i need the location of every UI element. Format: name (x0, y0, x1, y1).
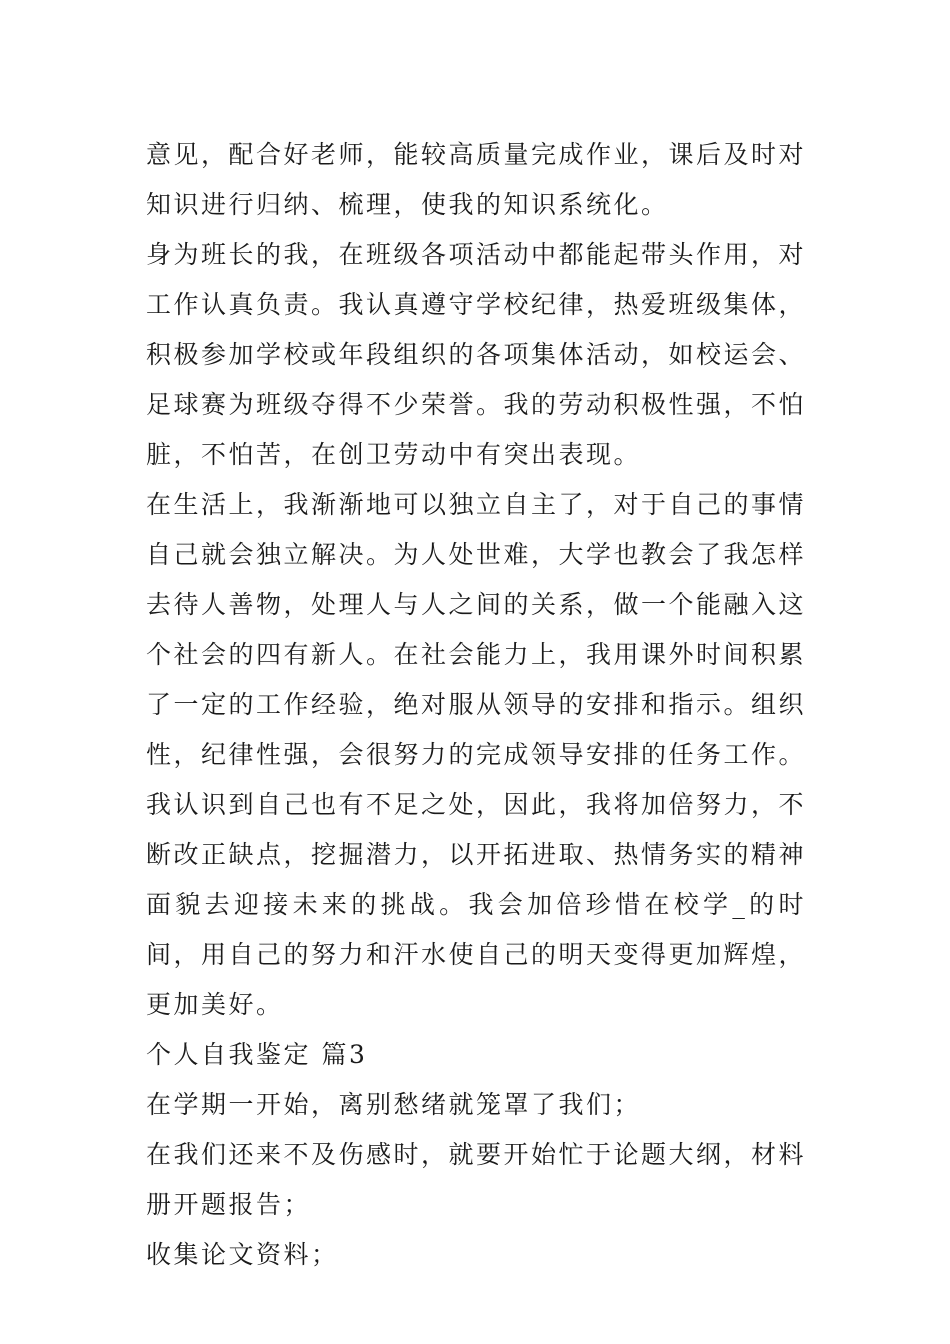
paragraph-study-habits: 意见，配合好老师，能较高质量完成作业，课后及时对知识进行归纳、梳理，使我的知识系统化。 (146, 140, 807, 219)
paragraph-life: 在生活上，我渐渐地可以独立自主了，对于自己的事情自己就会独立解决。为人处世难，大学也教会了我怎样去待人善物，处理人与人之间的关系，做一个能融入这个社会的四有新人。在社会能力上，我用课外时间积累了一定的工作经验，绝对服从领导的安排和指示。组织性，纪律性强，会很努力的完成领导安排的任务工作。 (146, 490, 807, 769)
section-heading: 个人自我鉴定 篇3 (146, 1040, 368, 1069)
paragraph-thesis-outline: 在我们还来不及伤感时，就要开始忙于论题大纲，材料册开题报告； (146, 1140, 807, 1219)
document-body (146, 130, 806, 1280)
paragraph-class-monitor: 身为班长的我，在班级各项活动中都能起带头作用，对工作认真负责。我认真遵守学校纪律，热爱班级集体，积极参加学校或年段组织的各项集体活动，如校运会、足球赛为班级夺得不少荣誉。我的劳动积极性强，不怕脏，不怕苦，在创卫劳动中有突出表现。 (146, 240, 807, 469)
paragraph-collect-materials: 收集论文资料； (146, 1240, 339, 1269)
paragraph-semester-start: 在学期一开始，离别愁绪就笼罩了我们； (146, 1090, 642, 1119)
paragraph-shortcomings: 我认识到自己也有不足之处，因此，我将加倍努力，不断改正缺点，挖掘潜力，以开拓进取、热情务实的精神面貌去迎接未来的挑战。我会加倍珍惜在校学_的时间，用自己的努力和汗水使自己的明天变得更加辉煌，更加美好。 (146, 790, 807, 1019)
